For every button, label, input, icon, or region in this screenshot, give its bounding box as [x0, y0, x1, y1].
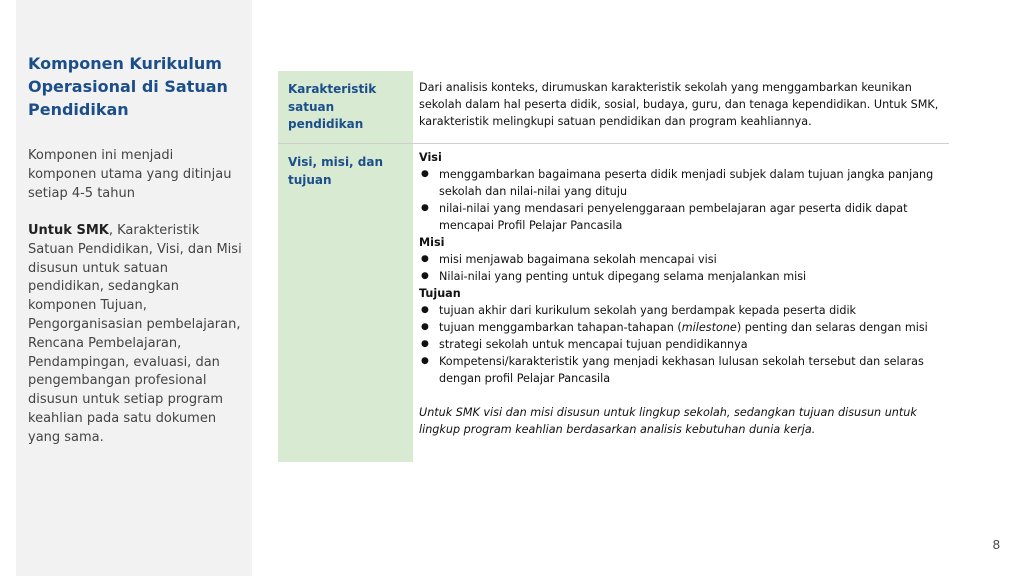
row-content-karakteristik: Dari analisis konteks, dirumuskan karakteristik sekolah yang menggambarkan keunikan sekolah dalam hal peserta didik, sosial, budaya, guru, dan tenaga kependidikan. Untuk SMK, karakteristik melingkupi satuan pendidikan dan program keahliannya.: [419, 81, 939, 128]
row-content-visi-misi: [413, 144, 949, 462]
table-row-visi-misi-tujuan: [278, 144, 949, 462]
list-item: ● misi menjawab bagaimana sekolah mencapai visi: [419, 251, 943, 268]
table-row-karakteristik: [278, 71, 949, 144]
list-item: ● Kompetensi/karakteristik yang menjadi kekhasan lulusan sekolah tersebut dan selaras dengan profil Pelajar Pancasila: [419, 353, 943, 387]
list-item: ● strategi sekolah untuk mencapai tujuan pendidikannya: [419, 336, 943, 353]
page-number: 8: [992, 537, 1000, 552]
sidebar-panel: [16, 0, 252, 576]
list-item: [419, 319, 943, 336]
components-table: [278, 71, 949, 462]
smk-note: Untuk SMK visi dan misi disusun untuk lingkup sekolah, sedangkan tujuan disusun untuk lingkup program keahlian berdasarkan analisis kebutuhan dunia kerja.: [419, 406, 917, 436]
tujuan-list: [419, 302, 943, 387]
smk-bold-label: Untuk SMK: [28, 223, 109, 238]
tujuan-2-text-end: ) penting dan selaras dengan misi: [736, 321, 928, 334]
list-item: ● Nilai-nilai yang penting untuk dipegang selama menjalankan misi: [419, 268, 943, 285]
tujuan-heading: Tujuan: [419, 287, 461, 300]
list-item: ● nilai-nilai yang mendasari penyelenggaraan pembelajaran agar peserta didik dapat mencapai Profil Pelajar Pancasila: [419, 200, 943, 234]
smk-paragraph: [28, 222, 243, 448]
slide-title: Komponen Kurikulum Operasional di Satuan Pendidikan: [28, 54, 228, 119]
tujuan-2-text: tujuan menggambarkan tahapan-tahapan (: [439, 321, 682, 334]
visi-list: [419, 166, 943, 234]
intro-text: Komponen ini menjadi komponen utama yang ditinjau setiap 4-5 tahun: [28, 148, 232, 201]
misi-heading: Misi: [419, 236, 445, 249]
visi-heading: Visi: [419, 151, 442, 164]
smk-text: , Karakteristik Satuan Pendidikan, Visi, dan Misi disusun untuk satuan pendidikan, sedangkan komponen Tujuan, Pengorganisasian pembelajaran, Rencana Pembelajaran, Pendampingan, evaluasi, dan pengembangan profesional disusun untuk setiap program keahlian pada satu dokumen yang sama.: [28, 223, 242, 445]
list-item: ● menggambarkan bagaimana peserta didik menjadi subjek dalam tujuan jangka panjang sekolah dan nilai-nilai yang dituju: [419, 166, 943, 200]
list-item: ● tujuan akhir dari kurikulum sekolah yang berdampak kepada peserta didik: [419, 302, 943, 319]
row-header-karakteristik: Karakteristik satuan pendidikan: [278, 71, 413, 143]
misi-list: [419, 251, 943, 285]
milestone-term: milestone: [681, 321, 737, 334]
row-header-visi-misi: Visi, misi, dan tujuan: [278, 144, 413, 462]
